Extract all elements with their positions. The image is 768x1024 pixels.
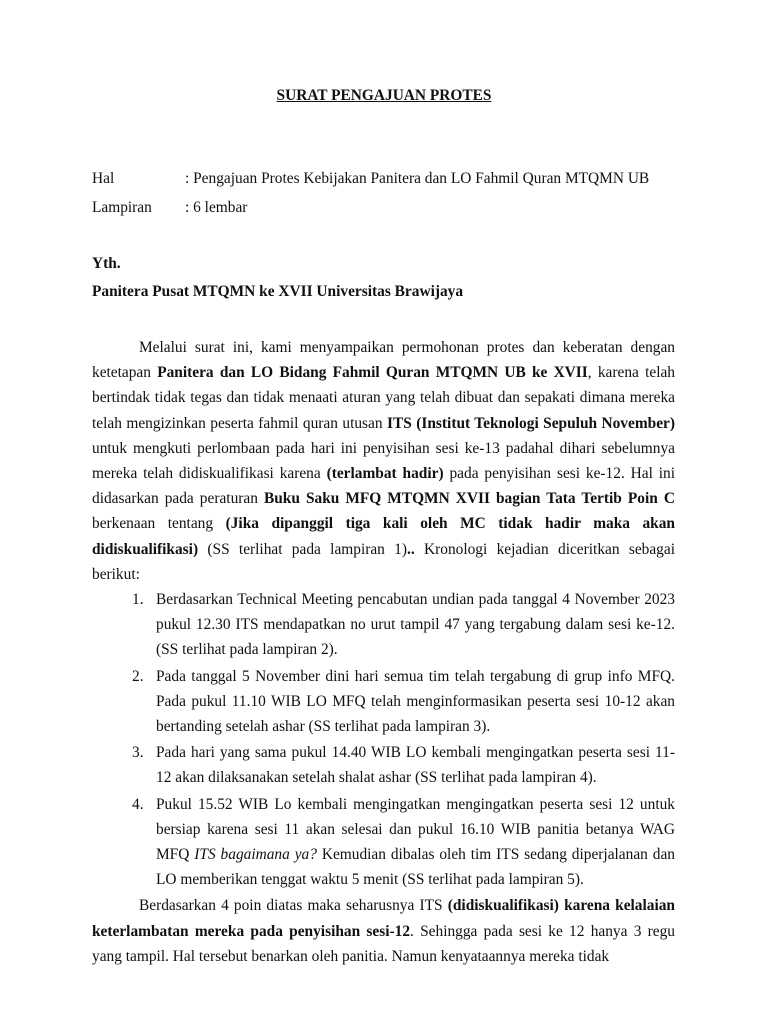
- intro-bold: Panitera dan LO Bidang Fahmil Quran MTQMN UB ke XVII: [157, 364, 588, 382]
- intro-text: untuk mengkuti perlombaan pada hari ini penyisihan sesi ke-13 padahal dihari sebelumnya mereka telah didiskualifikasi karena: [92, 439, 675, 483]
- intro-bold: Buku Saku MFQ MTQMN XVII bagian Tata Tertib Poin C: [263, 490, 675, 508]
- intro-bold: (Jika dipanggil tiga kali oleh MC tidak hadir maka akan didiskualifikasi): [92, 515, 675, 558]
- intro-bold: (terlambat hadir): [326, 465, 444, 483]
- list-item-text: Pukul 15.52 WIB Lo kembali mengingatkan mengingatkan peserta sesi 12 untuk bersiap karena sesi 11 akan selesai dan pukul 16.10 WIB panitia betanya WAG MFQ: [156, 795, 675, 864]
- list-item-number: 2.: [132, 667, 144, 685]
- list-item-text: Berdasarkan Technical Meeting pencabutan undian pada tanggal 4 November 2023 pukul 12.30 ITS mendapatkan no urut tampil 47 yang tergabung dalam sesi ke-12. (SS terlihat pada lampiran 2).: [156, 591, 675, 659]
- intro-text: (SS terlihat pada lampiran 1): [198, 540, 407, 558]
- list-item: [92, 587, 675, 663]
- chronology-list: [92, 587, 675, 892]
- meta-key-subject: Hal: [92, 170, 115, 187]
- intro-text: , karena telah bertindak tidak tegas dan tidak menaati aturan yang telah dibuat dan sepakati dimana mereka telah mengizinkan peserta fahmil quran utusan: [92, 364, 675, 432]
- intro-paragraph: [92, 335, 675, 587]
- letter-body: [92, 335, 675, 969]
- intro-text: Melalui surat ini, kami menyampaikan permohonan protes dan keberatan dengan ketetapan: [92, 339, 675, 382]
- list-item-number: 3.: [132, 744, 144, 762]
- list-item-number: 4.: [132, 795, 144, 813]
- intro-text: Kronologi kejadian diceritkan sebagai berikut:: [92, 540, 675, 583]
- closing-paragraph: [92, 893, 675, 969]
- intro-bold: ..: [407, 540, 415, 558]
- salutation: Yth.: [92, 255, 121, 272]
- list-item-number: 1.: [132, 591, 144, 609]
- list-item: [92, 792, 675, 893]
- closing-text: Berdasarkan 4 poin diatas maka seharusnya ITS: [139, 897, 448, 915]
- list-item-text: Kemudian dibalas oleh tim ITS sedang diperjalanan dan LO memberikan tenggat waktu 5 menit (SS terlihat pada lampiran 5).: [156, 846, 675, 889]
- intro-text: berkenaan tentang: [92, 515, 226, 533]
- list-item-text: Pada hari yang sama pukul 14.40 WIB LO kembali mengingatkan peserta sesi 11-12 akan dilaksanakan setelah shalat ashar (SS terlihat pada lampiran 4).: [156, 744, 675, 787]
- intro-bold: ITS (Institut Teknologi Sepuluh November): [387, 414, 676, 432]
- list-item: [92, 740, 675, 790]
- meta-value-attachment: : 6 lembar: [185, 199, 248, 216]
- recipient: Panitera Pusat MTQMN ke XVII Universitas Brawijaya: [92, 283, 464, 300]
- list-item-text: Pada tanggal 5 November dini hari semua tim telah tergabung di grup info MFQ. Pada pukul 11.10 WIB LO MFQ telah menginformasikan peserta sesi 10-12 akan bertanding setelah ashar (SS terlihat pada lampiran 3).: [156, 667, 675, 736]
- intro-text: pada penyisihan sesi ke-12. Hal ini didasarkan pada peraturan: [92, 465, 676, 508]
- letter-title: SURAT PENGAJUAN PROTES: [276, 87, 492, 104]
- meta-key-attachment: Lampiran: [92, 199, 152, 216]
- closing-bold: (didiskualifikasi) karena kelalaian keterlambatan mereka pada penyisihan sesi-12: [92, 897, 675, 940]
- list-item-italic: ITS bagaimana ya?: [194, 846, 317, 864]
- meta-value-subject: : Pengajuan Protes Kebijakan Panitera dan LO Fahmil Quran MTQMN UB: [185, 170, 650, 187]
- list-item: [92, 664, 675, 740]
- closing-text: . Sehingga pada sesi ke 12 hanya 3 regu yang tampil. Hal tersebut benarkan oleh panitia. Namun kenyataannya mereka tidak: [92, 922, 675, 965]
